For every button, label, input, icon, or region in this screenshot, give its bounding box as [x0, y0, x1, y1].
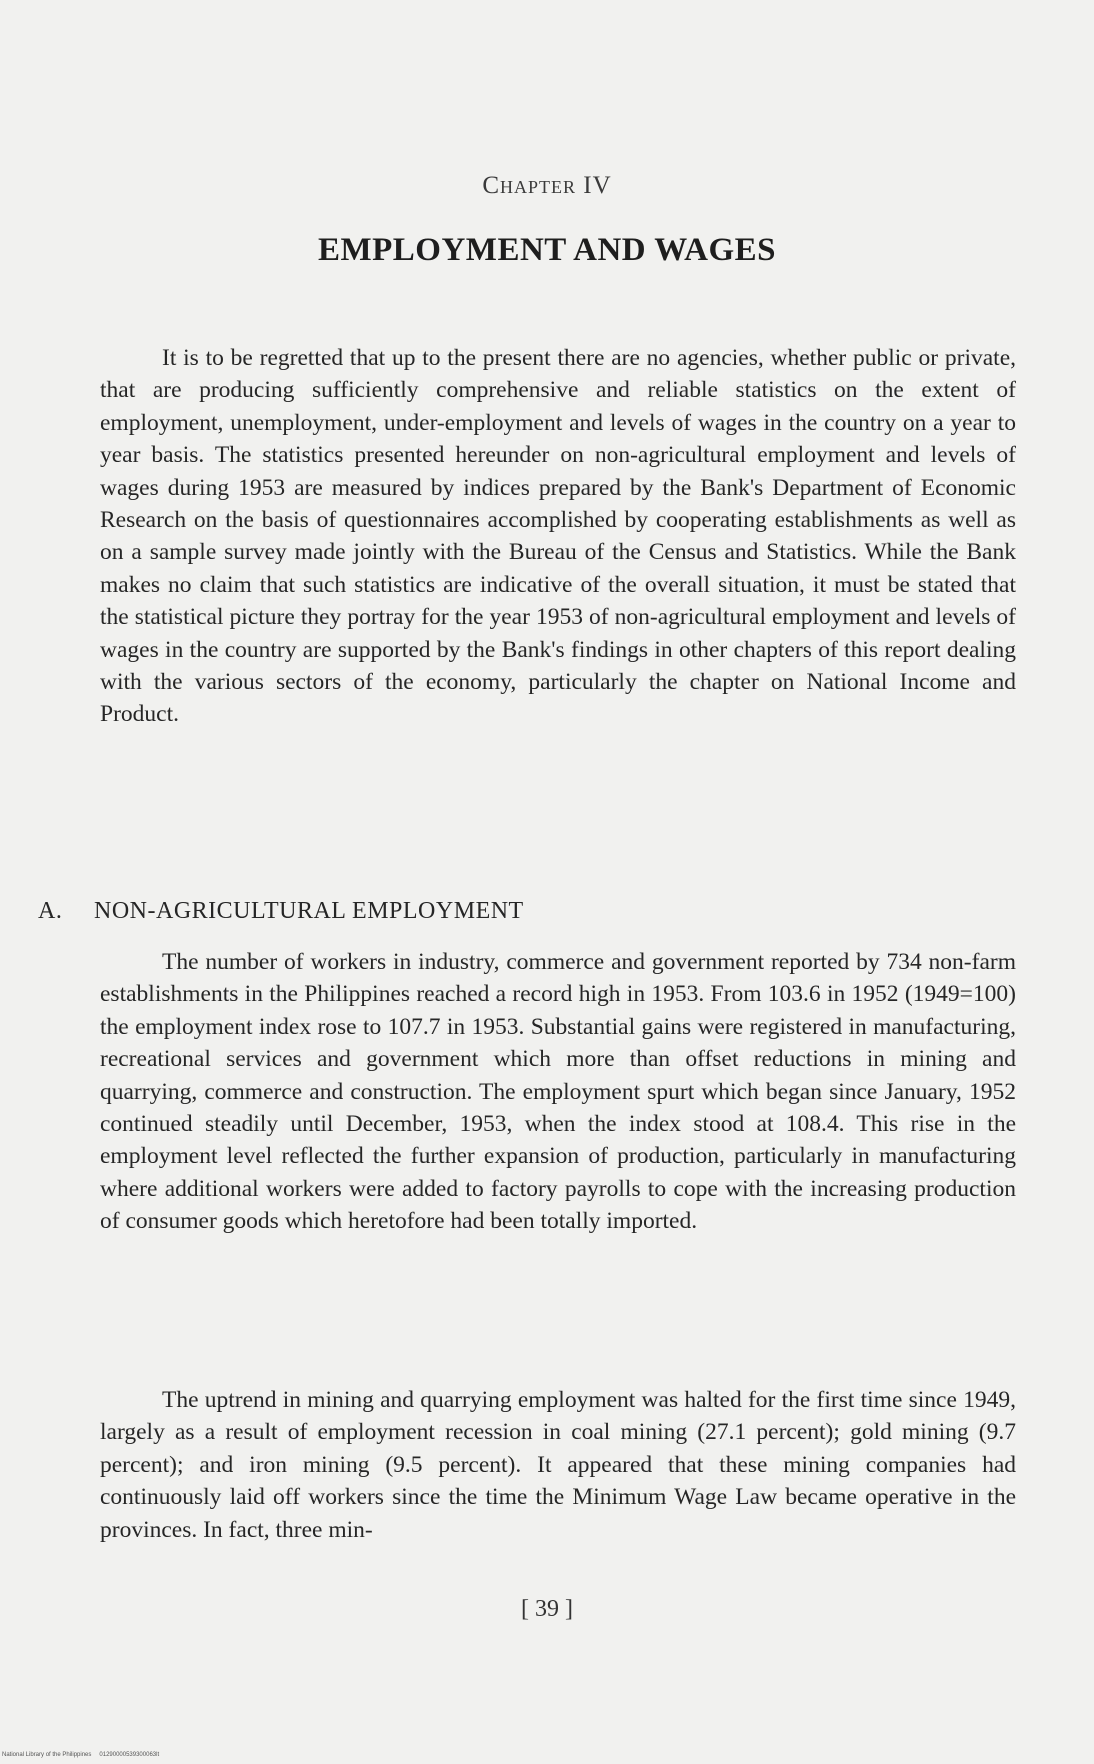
chapter-label: Chapter IV: [482, 172, 612, 199]
intro-paragraph: It is to be regretted that up to the present there are no agencies, whether public or private, that are producing sufficiently comprehensive and reliable statistics on the extent of employment, unemployment, under-employment and levels of wages in the country on a year to year basis. The statistics presented hereunder on non-agricultural employment and levels of wages during 1953 are measured by indices prepared by the Bank's Department of Economic Research on the basis of questionnaires accomplished by cooperating establishments as well as on a sample survey made jointly with the Bureau of the Census and Statistics. While the Bank makes no claim that such statistics are indicative of the overall situation, it must be stated that the statistical picture they portray for the year 1953 of non-agricultural employment and levels of wages in the country are supported by the Bank's findings in other chapters of this report dealing with the various sectors of the economy, particularly the chapter on National Income and Product.: [100, 345, 1016, 728]
footer-library: National Library of the Philippines: [2, 1752, 92, 1758]
section-paragraph-2: The uptrend in mining and quarrying employment was halted for the first time since 1949, largely as a result of employment recession in coal mining (27.1 percent); gold mining (9.7 percent); and iron mining (9.5 percent). It appeared that these mining companies had continuously laid off workers since the time the Minimum Wage Law became operative in the provinces. In fact, three min-: [100, 1387, 1016, 1543]
section-title: NON-AGRICULTURAL EMPLOYMENT: [94, 898, 524, 924]
footer-id: 01290000539300063lt: [99, 1752, 160, 1758]
chapter-title: EMPLOYMENT AND WAGES: [317, 232, 776, 268]
section-letter: A.: [38, 898, 63, 924]
page-number: [ 39 ]: [521, 1596, 573, 1622]
scan-footer: [2, 1752, 159, 1758]
section-paragraph-1: The number of workers in industry, commerce and government reported by 734 non-farm establishments in the Philippines reached a record high in 1953. From 103.6 in 1952 (1949=100) the employment index rose to 107.7 in 1953. Substantial gains were registered in manufacturing, recreational services and government which more than offset reductions in mining and quarrying, commerce and construction. The employment spurt which began since January, 1952 continued steadily until December, 1953, when the index stood at 108.4. This rise in the employment level reflected the further expansion of production, particularly in manufacturing where additional workers were added to factory payrolls to cope with the increasing production of consumer goods which heretofore had been totally imported.: [100, 949, 1016, 1235]
section-heading: [38, 898, 1018, 925]
